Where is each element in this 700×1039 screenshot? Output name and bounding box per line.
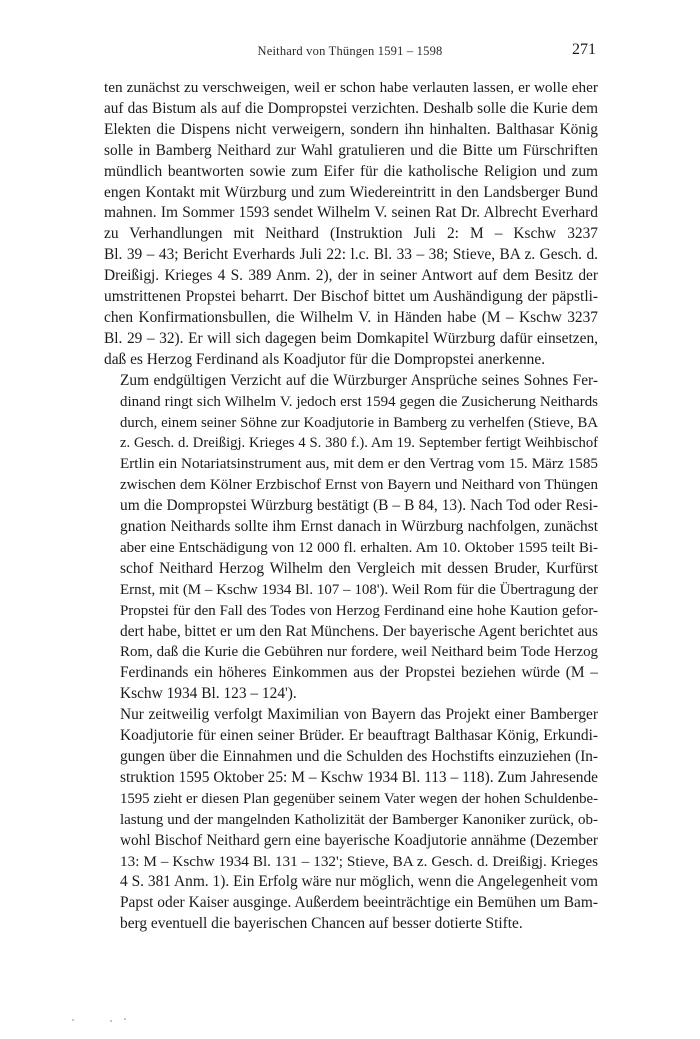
text-line: mahnen. Im Sommer 1593 sendet Wilhelm V. seinen Rat Dr. Albrecht Everhard [104, 204, 598, 222]
text-line: Ertlin ein Notariatsinstrument aus, mit dem er den Vertrag vom 15. März 1585 [120, 455, 598, 473]
text-line: Nur zeitweilig verfolgt Maximilian von Bayern das Projekt einer Bamberger [120, 706, 598, 724]
text-line: Bl. 39 – 43; Bericht Everhards Juli 22: l.c. Bl. 33 – 38; Stieve, BA z. Gesch. d. [104, 246, 598, 264]
text-line: schof Neithard Herzog Wilhelm den Vergleich mit dessen Bruder, Kurfürst [120, 559, 598, 577]
text-line: struktion 1595 Oktober 25: M – Kschw 1934 Bl. 113 – 118). Zum Jahresende [120, 768, 598, 786]
scan-speck [124, 1018, 126, 1020]
text-line: solle in Bamberg Neithard zur Wahl gratulieren und die Bitte um Fürschriften [104, 141, 598, 159]
text-line: Elekten die Dispens nicht verweigern, sondern ihn hinhalten. Balthasar König [104, 120, 598, 138]
scan-speck [72, 1019, 74, 1021]
text-line: Ernst, mit (M – Kschw 1934 Bl. 107 – 108'). Weil Rom für die Übertragung der [120, 581, 598, 598]
text-line: Kschw 1934 Bl. 123 – 124'). [120, 685, 297, 703]
scan-speck [110, 1020, 112, 1022]
text-line: Ferdinands ein höheres Einkommen aus der Propstei beziehen würde (M – [120, 664, 598, 682]
text-line: Bl. 29 – 32). Er will sich dagegen beim Domkapitel Würzburg dafür einsetzen, [104, 329, 598, 347]
text-line: 4 S. 381 Anm. 1). Ein Erfolg wäre nur möglich, wenn die Angelegenheit vom [120, 873, 598, 891]
text-line: Propstei für den Fall des Todes von Herzog Ferdinand eine hohe Kaution gefor- [120, 602, 598, 619]
text-line: engen Kontakt mit Würzburg und zum Wiedereintritt in den Landsberger Bund [104, 183, 598, 201]
text-line: um die Dompropstei Würzburg bestätigt (B – B 84, 13). Nach Tod oder Resi- [120, 497, 598, 515]
text-line: gnation Neithards sollte ihm Ernst danach in Würzburg nachfolgen, zunächst [120, 518, 598, 536]
text-line: z. Gesch. d. Dreißigj. Krieges 4 S. 380 f.). Am 19. September fertigt Weihbischof [120, 435, 598, 452]
text-line: berg eventuell die bayerischen Chancen auf besser dotierte Stifte. [120, 915, 523, 933]
text-line: Koadjutorie für einen seiner Brüder. Er beauftragt Balthasar König, Erkundi- [120, 727, 598, 745]
page-number: 271 [572, 41, 596, 58]
text-line: Dreißigj. Krieges 4 S. 389 Anm. 2), der in seiner Antwort auf dem Besitz der [104, 267, 598, 285]
text-line: dert habe, bittet er um den Rat Münchens. Der bayerische Agent berichtet aus [120, 622, 598, 640]
text-line: durch, einem seiner Söhne zur Koadjutorie in Bamberg zu verhelfen (Stieve, BA [120, 414, 598, 431]
text-line: dinand ringt sich Wilhelm V. jedoch erst 1594 gegen die Zusicherung Neithards [120, 393, 598, 410]
text-line: gungen über die Einnahmen und die Schulden des Hochstifts einzuziehen (In- [120, 748, 598, 765]
paragraph [104, 371, 598, 706]
running-head [0, 41, 700, 64]
text-line: Zum endgültigen Verzicht auf die Würzburger Ansprüche seines Sohnes Fer- [120, 371, 598, 389]
text-line: umstrittenen Propstei beharrt. Der Bischof bittet um Aushändigung der päpstli- [104, 288, 598, 306]
text-line: lastung und der mangelnden Katholizität der Bamberger Kanoniker zurück, ob- [120, 811, 598, 828]
text-line: auf das Bistum als auf die Dompropstei verzichten. Deshalb solle die Kurie dem [104, 99, 598, 117]
text-line: wohl Bischof Neithard gern eine bayerische Koadjutorie annähme (Dezember [120, 831, 598, 849]
scan-specks [66, 1018, 186, 1022]
text-line: 13: M – Kschw 1934 Bl. 131 – 132'; Stieve, BA z. Gesch. d. Dreißigj. Krieges [120, 852, 598, 870]
text-line: zwischen dem Kölner Erzbischof Ernst von Bayern und Neithard von Thüngen [120, 477, 598, 494]
text-line: zu Verhandlungen mit Neithard (Instruktion Juli 2: M – Kschw 3237 [104, 225, 598, 243]
text-line: Rom, daß die Kurie die Gebühren nur fordere, weil Neithard beim Tode Herzog [120, 644, 598, 661]
paragraph [104, 78, 598, 371]
text-line: ten zunächst zu verschweigen, weil er schon habe verlauten lassen, er wolle eher [104, 79, 598, 96]
text-line: mündlich beantworten sowie zum Eifer für die katholische Religion und zum [104, 162, 598, 180]
text-line: aber eine Entschädigung von 12 000 fl. erhalten. Am 10. Oktober 1595 teilt Bi- [120, 539, 598, 556]
paragraph [104, 705, 598, 935]
text-line: Papst oder Kaiser ausginge. Außerdem beeinträchtige ein Bemühen um Bam- [120, 894, 598, 912]
text-line: 1595 zieht er diesen Plan gegenüber seinem Vater wegen der hohen Schuldenbe- [120, 790, 598, 807]
text-line: daß es Herzog Ferdinand als Koadjutor für die Dompropstei anerkenne. [104, 350, 546, 368]
text-line: chen Konfirmationsbullen, die Wilhelm V. in Händen habe (M – Kschw 3237 [104, 308, 598, 326]
running-title: Neithard von Thüngen 1591 – 1598 [257, 44, 443, 58]
body-text [104, 78, 598, 935]
